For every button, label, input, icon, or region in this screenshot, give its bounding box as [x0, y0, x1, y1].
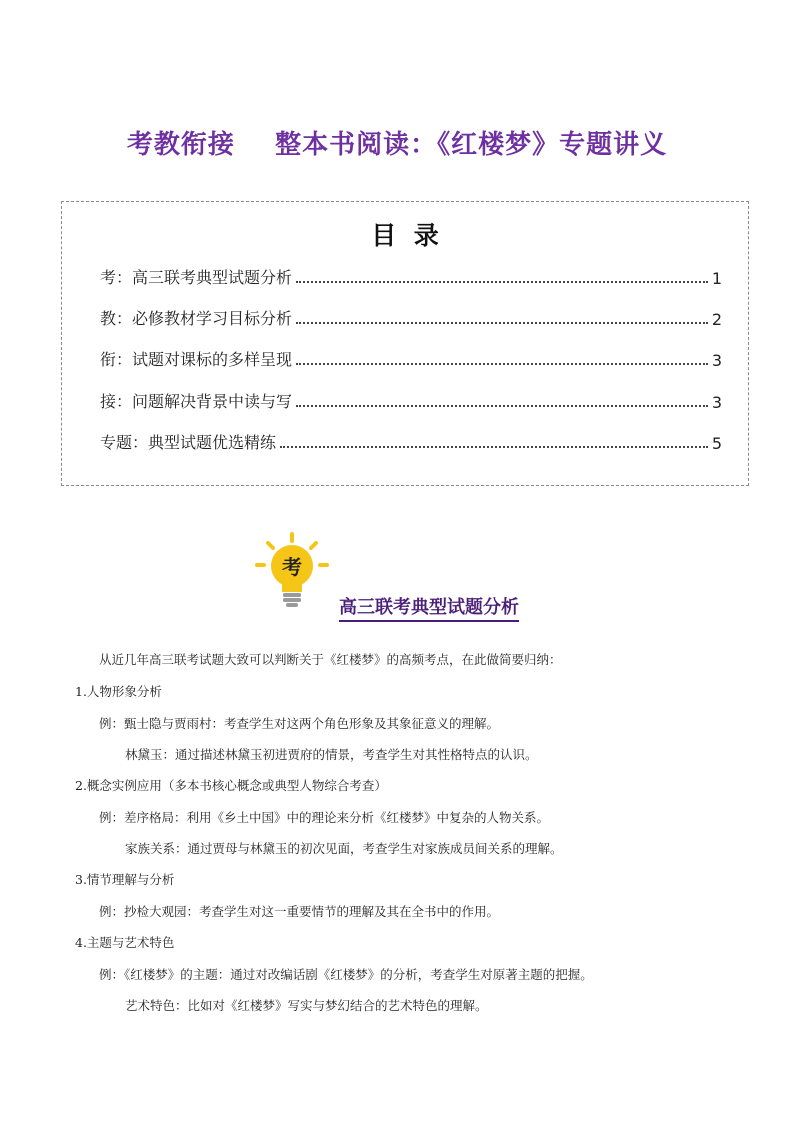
table-of-contents — [61, 201, 749, 486]
toc-item-3[interactable] — [100, 346, 722, 370]
toc-leader-dots — [296, 404, 708, 407]
toc-item-page: 1 — [711, 269, 722, 288]
point-example: 艺术特色：比如对《红楼梦》写实与梦幻结合的艺术特色的理解。 — [125, 998, 488, 1013]
toc-item-label: 接：问题解决背景中读与写 — [100, 392, 293, 411]
point-example: 例：《红楼梦》的主题：通过对改编话剧《红楼梦》的分析，考查学生对原著主题的把握。 — [99, 967, 593, 982]
section-title: 高三联考典型试题分析 — [339, 593, 519, 622]
toc-item-page: 3 — [711, 351, 722, 370]
point-heading: 1.人物形象分析 — [75, 684, 162, 699]
page-title: 考教衔接 整本书阅读：《红楼梦》专题讲义 — [126, 130, 668, 160]
lightbulb-icon — [254, 532, 330, 612]
toc-leader-dots — [296, 280, 708, 283]
section-intro: 从近几年高三联考试题大致可以判断关于《红楼梦》的高频考点，在此做简要归纳： — [99, 652, 562, 667]
toc-leader-dots — [296, 321, 708, 324]
point-example: 例：差序格局：利用《乡土中国》中的理论来分析《红楼梦》中复杂的人物关系。 — [99, 810, 550, 825]
toc-leader-dots — [296, 362, 708, 365]
toc-item-label: 专题：典型试题优选精练 — [100, 433, 277, 452]
toc-item-label: 考：高三联考典型试题分析 — [100, 268, 293, 287]
point-example: 例：甄士隐与贾雨村：考查学生对这两个角色形象及其象征意义的理解。 — [99, 716, 500, 731]
toc-item-page: 5 — [711, 434, 722, 453]
toc-item-page: 2 — [711, 310, 722, 329]
point-heading: 2.概念实例应用（多本书核心概念或典型人物综合考查） — [75, 778, 387, 793]
bulb-label: 考 — [282, 555, 302, 579]
toc-leader-dots — [280, 445, 708, 448]
toc-heading: 目 录 — [371, 221, 439, 250]
point-example: 林黛玉：通过描述林黛玉初进贾府的情景，考查学生对其性格特点的认识。 — [125, 747, 538, 762]
toc-item-label: 衔：试题对课标的多样呈现 — [100, 350, 293, 369]
toc-item-4[interactable] — [100, 388, 722, 412]
toc-item-label: 教：必修教材学习目标分析 — [100, 309, 293, 328]
point-example: 家族关系：通过贾母与林黛玉的初次见面，考查学生对家族成员间关系的理解。 — [125, 841, 563, 856]
toc-item-1[interactable] — [100, 264, 722, 288]
toc-item-2[interactable] — [100, 305, 722, 329]
point-example: 例：抄检大观园：考查学生对这一重要情节的理解及其在全书中的作用。 — [99, 904, 500, 919]
toc-item-5[interactable] — [100, 429, 722, 453]
point-heading: 3.情节理解与分析 — [75, 872, 175, 887]
toc-item-page: 3 — [711, 393, 722, 412]
point-heading: 4.主题与艺术特色 — [75, 935, 175, 950]
